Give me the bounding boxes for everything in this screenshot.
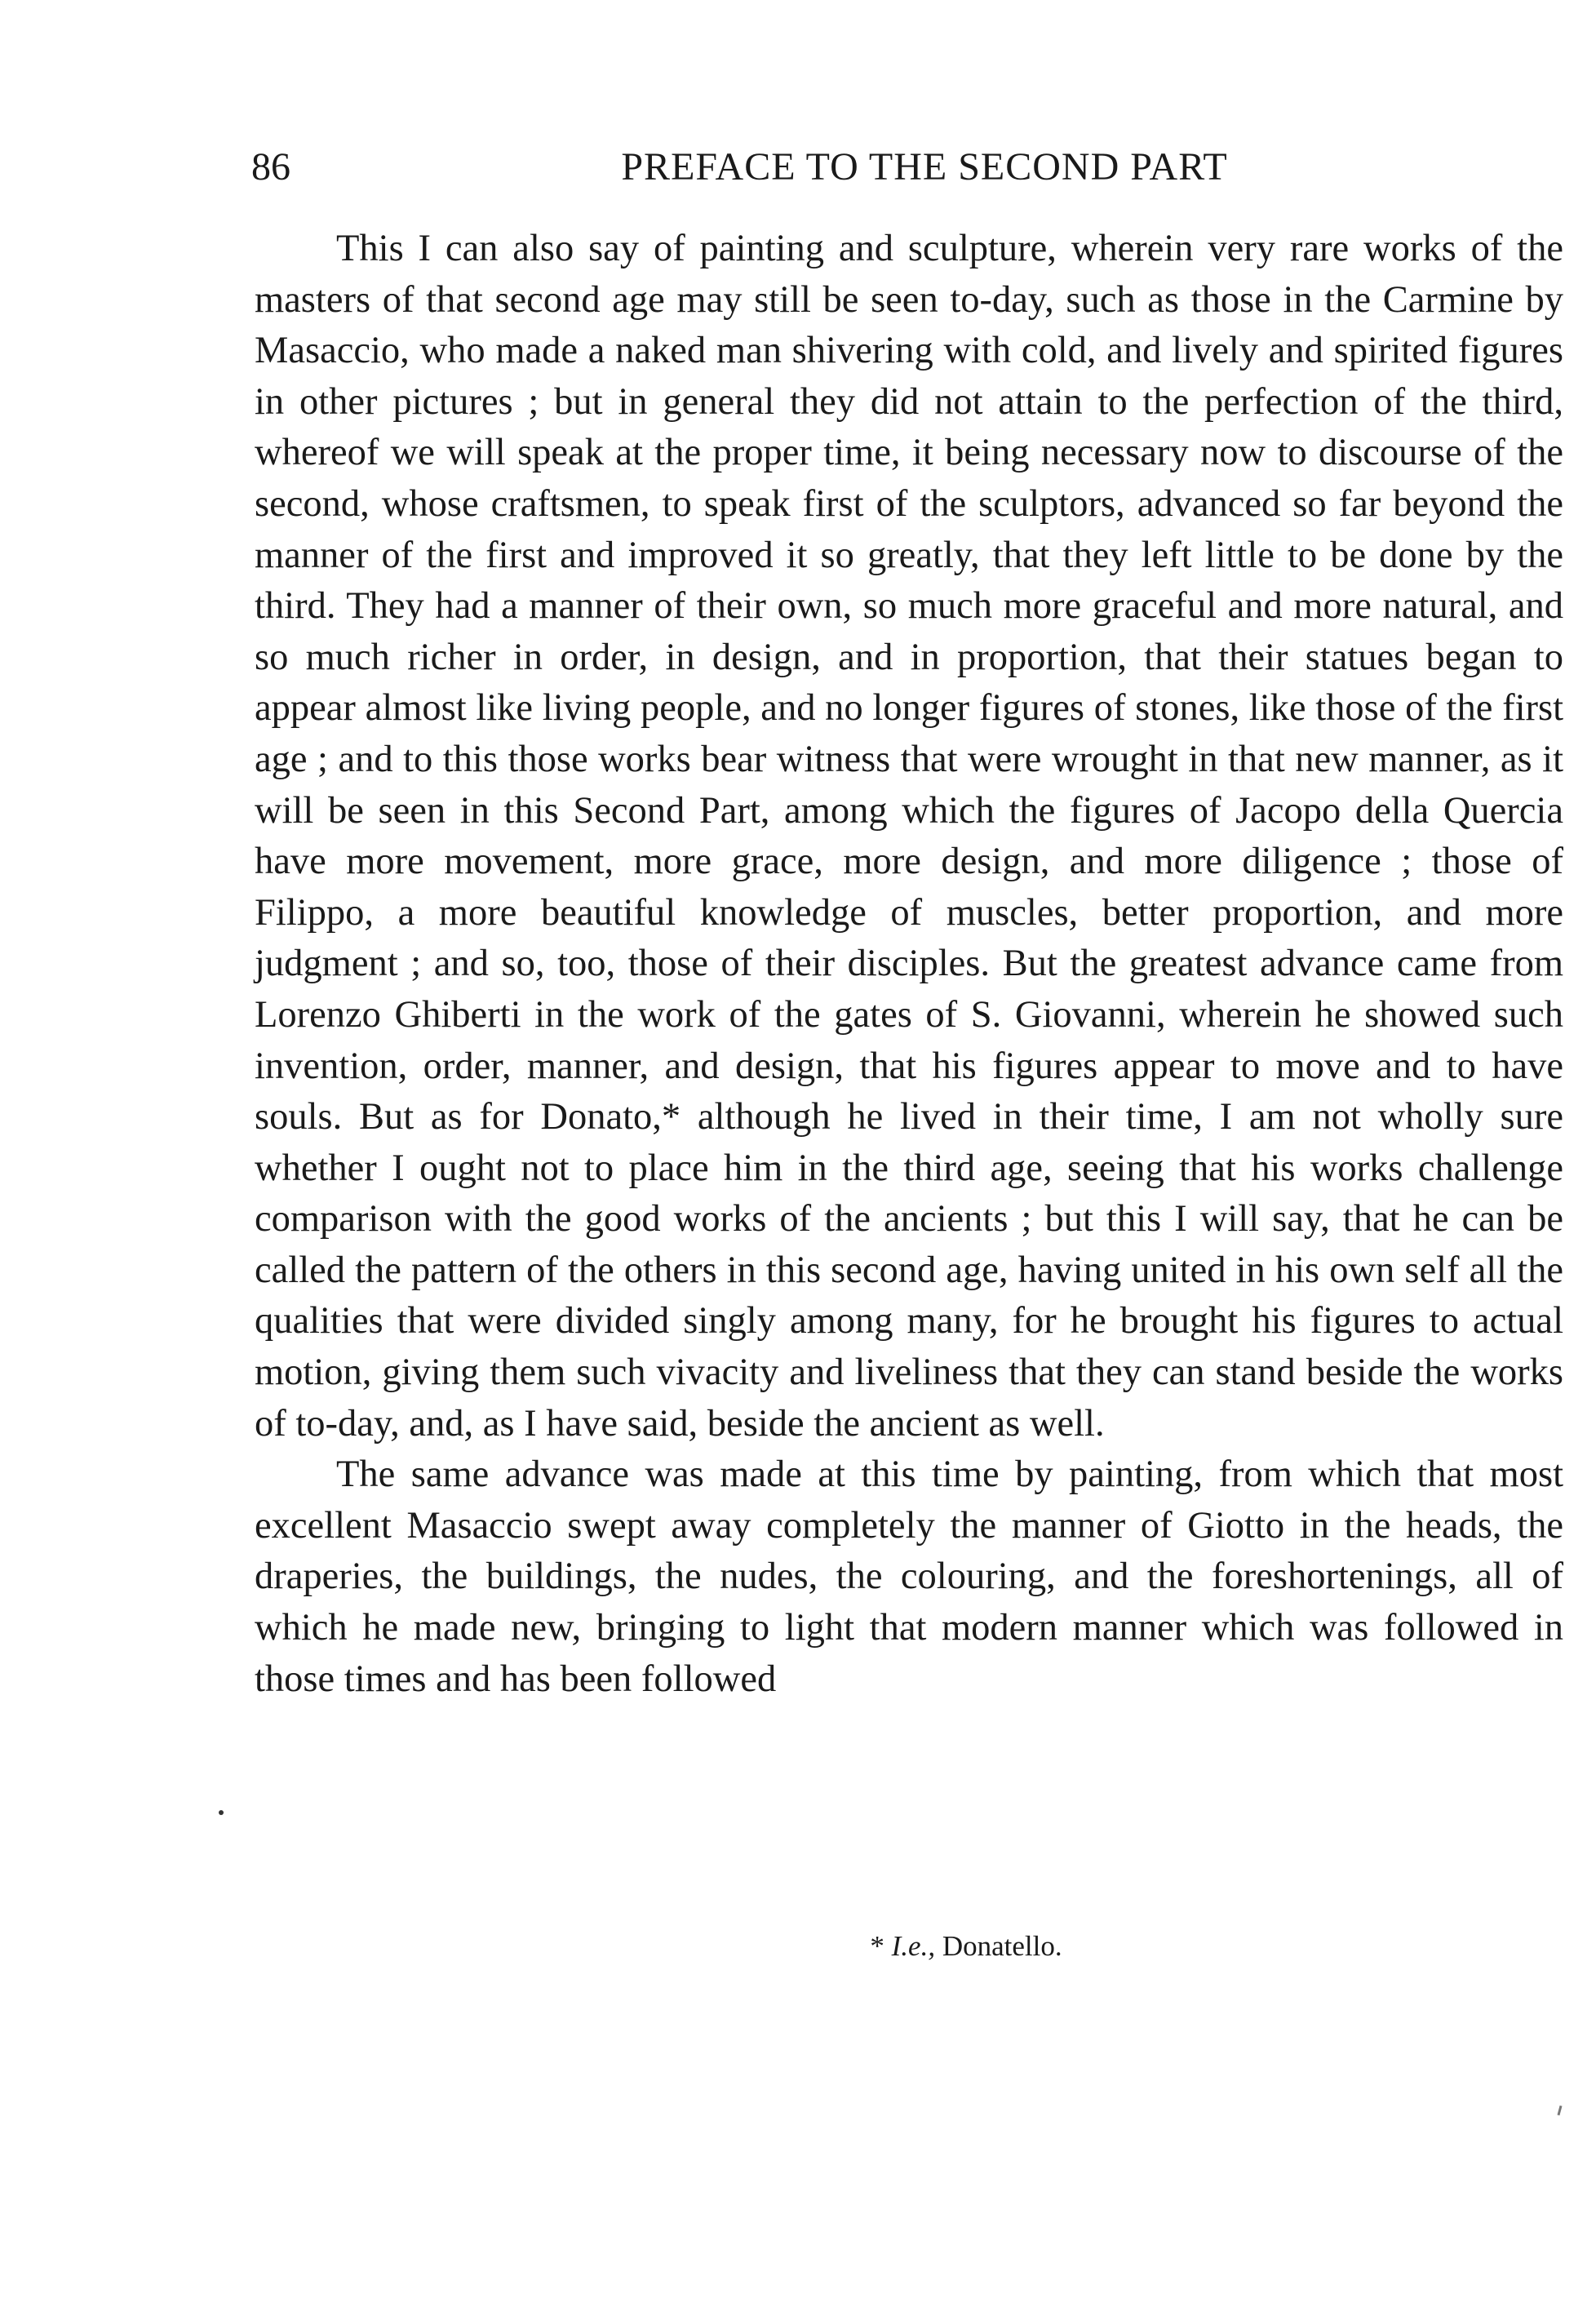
running-head bbox=[251, 139, 1565, 196]
running-title: PREFACE TO THE SECOND PART bbox=[621, 145, 1228, 189]
footnote-text: Donatello. bbox=[935, 1930, 1062, 1962]
paragraph-2: The same advance was made at this time by painting, from which that most excellent Masaccio swept away completely the manner of Giotto in the heads, the draperies, the buildings, the nudes, the colouring, and the foreshortenings, all of which he made new, bringing to light that modern manner which was followed in those times and has been followed bbox=[255, 1454, 1563, 1700]
footnote-marker: * bbox=[870, 1930, 892, 1962]
footnote-abbreviation: I.e., bbox=[891, 1930, 936, 1962]
margin-dot bbox=[219, 1810, 224, 1815]
margin-mark bbox=[1557, 2106, 1562, 2115]
paragraph-1: This I can also say of painting and sculpture, wherein very rare works of the masters of that second age may still be seen to-day, such as those in the Carmine by Masaccio, who made a naked man shivering with cold, and lively and spirited figures in other pictures ; but in general they did not attain to the perfection of the third, whereof we will speak at the proper time, it being necessary now to discourse of the second, whose craftsmen, to speak first of the sculptors, advanced so far beyond the manner of the first and improved it so greatly, that they left little to be done by the third. They had a manner of their own, so much more graceful and more natural, and so much richer in order, in design, and in proportion, that their statues began to appear almost like living people, and no longer figures of stones, like those of the first age ; and to this those works bear witness that were wrought in that new manner, as it will be seen in this Second Part, among which the figures of Jacopo della Quercia have more movement, more grace, more design, and more diligence ; those of Filippo, a more beautiful knowledge of muscles, better proportion, and more judgment ; and so, too, those of their disciples. But the greatest advance came from Lorenzo Ghiberti in the work of the gates of S. Giovanni, wherein he showed such invention, order, manner, and design, that his figures appear to move and to have souls. But as for Donato,* although he lived in their time, I am not wholly sure whether I ought not to place him in the third age, seeing that his works challenge comparison with the good works of the ancients ; but this I will say, that he can be called the pattern of the others in this second age, having united in his own self all the qualities that were divided singly among many, for he brought his figures to actual motion, giving them such vivacity and liveliness that they can stand beside the works of to-day, and, as I have said, beside the ancient as well. bbox=[255, 228, 1563, 1445]
footnote bbox=[255, 1926, 1563, 1967]
page-number: 86 bbox=[251, 145, 290, 189]
body-text bbox=[255, 224, 1563, 1705]
